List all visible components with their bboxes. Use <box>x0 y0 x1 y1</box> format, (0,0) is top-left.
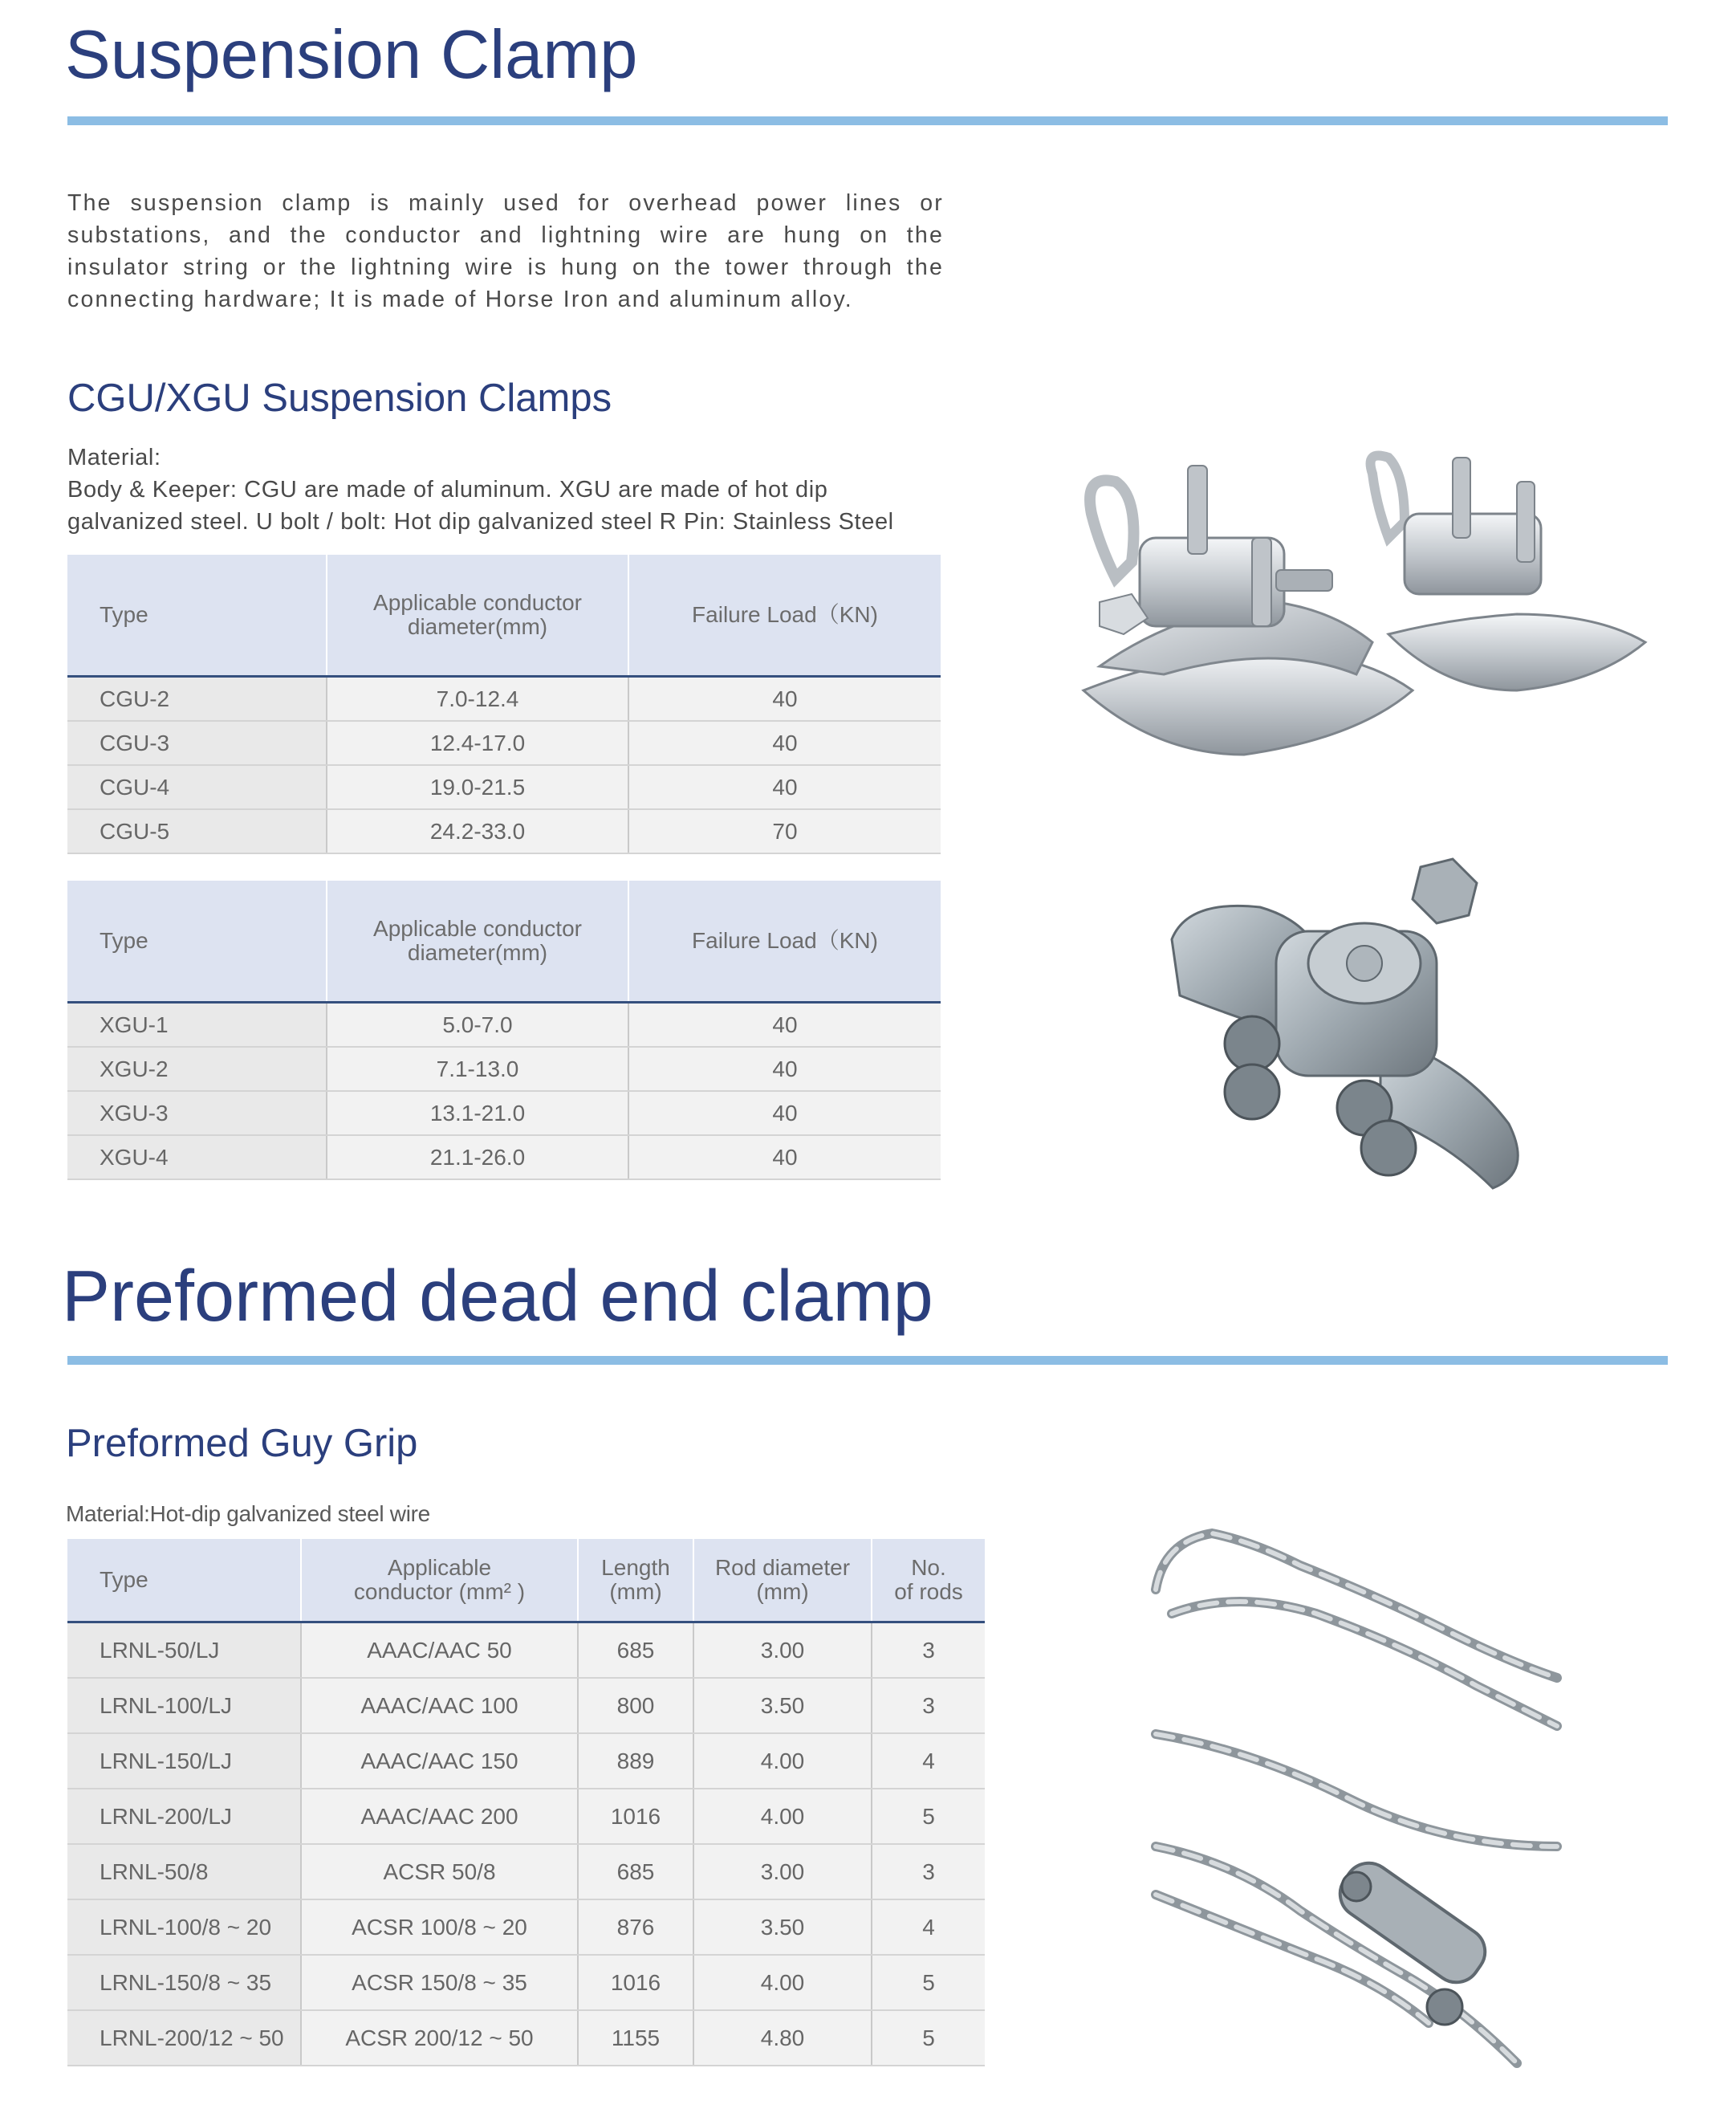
cell-type: XGU-3 <box>67 1091 327 1135</box>
header-line: Applicable <box>387 1555 492 1580</box>
header-type: Type <box>67 1539 301 1622</box>
cell-diameter: 5.0-7.0 <box>327 1003 628 1048</box>
table-row <box>67 1955 985 2010</box>
cell-type: XGU-4 <box>67 1135 327 1179</box>
header-rod-count <box>872 1539 985 1622</box>
title-divider <box>67 1356 1668 1365</box>
material-line: galvanized steel. U bolt / bolt: Hot dip galvanized steel R Pin: Stainless Steel <box>67 509 894 535</box>
page-title: Suspension Clamp <box>65 17 638 93</box>
cell-rod-diameter: 4.00 <box>693 1733 872 1789</box>
cell-load: 70 <box>628 809 941 853</box>
table-header-row <box>67 1539 985 1622</box>
cell-length: 1016 <box>578 1789 693 1844</box>
cell-load: 40 <box>628 677 941 722</box>
section-subtitle: CGU/XGU Suspension Clamps <box>67 377 612 420</box>
cell-type: LRNL-100/LJ <box>67 1678 301 1733</box>
material-line: Body & Keeper: CGU are made of aluminum. XGU are made of hot dip <box>67 477 828 503</box>
cell-rod-diameter: 4.00 <box>693 1789 872 1844</box>
cell-load: 40 <box>628 721 941 765</box>
table-row <box>67 2010 985 2066</box>
cell-rod-diameter: 3.00 <box>693 1622 872 1679</box>
header-line: (mm) <box>756 1579 809 1604</box>
cell-conductor: ACSR 50/8 <box>301 1844 578 1899</box>
title-divider <box>67 116 1668 125</box>
section-title: Preformed dead end clamp <box>62 1256 933 1337</box>
header-diameter-line: diameter(mm) <box>407 614 548 639</box>
cell-type: XGU-2 <box>67 1047 327 1091</box>
cell-rod-diameter: 3.50 <box>693 1899 872 1955</box>
cell-rod-diameter: 4.00 <box>693 1955 872 2010</box>
header-line: (mm) <box>609 1579 662 1604</box>
xgu-clamp-photo <box>1156 851 1581 1196</box>
cell-rod-count: 3 <box>872 1678 985 1733</box>
header-line: of rods <box>894 1579 963 1604</box>
section-subtitle: Preformed Guy Grip <box>66 1422 418 1465</box>
cell-type: CGU-4 <box>67 765 327 809</box>
header-line: Rod diameter <box>714 1555 851 1580</box>
header-diameter-line: Applicable conductor <box>373 916 582 941</box>
cell-diameter: 7.1-13.0 <box>327 1047 628 1091</box>
cell-load: 40 <box>628 765 941 809</box>
material-block <box>67 442 894 538</box>
header-failure-load: Failure Load（KN) <box>628 881 941 1003</box>
table-row <box>67 677 941 722</box>
cell-load: 40 <box>628 1003 941 1048</box>
cell-type: CGU-5 <box>67 809 327 853</box>
header-type: Type <box>67 555 327 677</box>
cell-rod-count: 3 <box>872 1622 985 1679</box>
header-failure-load: Failure Load（KN) <box>628 555 941 677</box>
clamp-small <box>1371 456 1646 691</box>
cell-rod-diameter: 4.80 <box>693 2010 872 2066</box>
xgu-spec-table <box>67 881 941 1180</box>
cell-length: 1155 <box>578 2010 693 2066</box>
cell-type: LRNL-200/LJ <box>67 1789 301 1844</box>
cell-conductor: AAAC/AAC 150 <box>301 1733 578 1789</box>
cell-load: 40 <box>628 1091 941 1135</box>
clamp-large <box>1083 466 1413 755</box>
header-line: Length <box>601 1555 670 1580</box>
cell-type: LRNL-150/LJ <box>67 1733 301 1789</box>
cell-rod-diameter: 3.00 <box>693 1844 872 1899</box>
table-header-row <box>67 881 941 1003</box>
cell-diameter: 12.4-17.0 <box>327 721 628 765</box>
material-line: Material:Hot-dip galvanized steel wire <box>66 1501 430 1526</box>
cell-load: 40 <box>628 1047 941 1091</box>
cell-length: 800 <box>578 1678 693 1733</box>
table-header-row <box>67 555 941 677</box>
table-row <box>67 1678 985 1733</box>
cell-rod-count: 5 <box>872 1955 985 2010</box>
cell-conductor: ACSR 150/8 ~ 35 <box>301 1955 578 2010</box>
guy-grip-photo <box>1140 1509 1573 2087</box>
cgu-clamp-photo <box>1067 450 1677 771</box>
cell-diameter: 24.2-33.0 <box>327 809 628 853</box>
table-row <box>67 1789 985 1844</box>
table-row <box>67 1622 985 1679</box>
cell-load: 40 <box>628 1135 941 1179</box>
helical-rods <box>1156 1533 1557 2063</box>
header-line: conductor (mm² ) <box>353 1579 526 1604</box>
cell-rod-count: 5 <box>872 1789 985 1844</box>
cell-type: CGU-3 <box>67 721 327 765</box>
cell-rod-count: 5 <box>872 2010 985 2066</box>
header-diameter <box>327 881 628 1003</box>
header-diameter-line: Applicable conductor <box>373 590 582 615</box>
cell-diameter: 7.0-12.4 <box>327 677 628 722</box>
header-type: Type <box>67 881 327 1003</box>
cell-length: 876 <box>578 1899 693 1955</box>
cgu-spec-table <box>67 555 941 854</box>
table-row <box>67 809 941 853</box>
shackle <box>1331 1854 1494 2025</box>
cell-type: LRNL-150/8 ~ 35 <box>67 1955 301 2010</box>
cell-length: 685 <box>578 1622 693 1679</box>
table-row <box>67 765 941 809</box>
cell-type: LRNL-200/12 ~ 50 <box>67 2010 301 2066</box>
cell-type: XGU-1 <box>67 1003 327 1048</box>
cell-conductor: ACSR 200/12 ~ 50 <box>301 2010 578 2066</box>
header-conductor <box>301 1539 578 1622</box>
table-row <box>67 721 941 765</box>
intro-paragraph: The suspension clamp is mainly used for overhead power lines or substations, and the conductor and lightning wire are hung on the insulator string or the lightning wire is hung on the tower through the connecting hardware; It is made of Horse Iron and aluminum alloy. <box>67 190 944 312</box>
cell-type: LRNL-50/LJ <box>67 1622 301 1679</box>
cell-conductor: AAAC/AAC 100 <box>301 1678 578 1733</box>
cell-conductor: AAAC/AAC 200 <box>301 1789 578 1844</box>
table-row <box>67 1135 941 1179</box>
cell-rod-count: 4 <box>872 1899 985 1955</box>
cell-conductor: AAAC/AAC 50 <box>301 1622 578 1679</box>
header-length <box>578 1539 693 1622</box>
cell-length: 889 <box>578 1733 693 1789</box>
cell-length: 685 <box>578 1844 693 1899</box>
table-row <box>67 1003 941 1048</box>
cell-type: LRNL-100/8 ~ 20 <box>67 1899 301 1955</box>
header-diameter-line: diameter(mm) <box>407 940 548 965</box>
cell-diameter: 21.1-26.0 <box>327 1135 628 1179</box>
table-row <box>67 1899 985 1955</box>
table-row <box>67 1047 941 1091</box>
table-row <box>67 1733 985 1789</box>
table-row <box>67 1844 985 1899</box>
cell-conductor: ACSR 100/8 ~ 20 <box>301 1899 578 1955</box>
cell-type: CGU-2 <box>67 677 327 722</box>
material-label: Material: <box>67 445 161 470</box>
cell-rod-count: 4 <box>872 1733 985 1789</box>
cell-length: 1016 <box>578 1955 693 2010</box>
cell-type: LRNL-50/8 <box>67 1844 301 1899</box>
guy-grip-spec-table <box>67 1539 985 2066</box>
cell-rod-diameter: 3.50 <box>693 1678 872 1733</box>
table-row <box>67 1091 941 1135</box>
cell-rod-count: 3 <box>872 1844 985 1899</box>
cell-diameter: 19.0-21.5 <box>327 765 628 809</box>
cell-diameter: 13.1-21.0 <box>327 1091 628 1135</box>
header-line: No. <box>911 1555 946 1580</box>
header-diameter <box>327 555 628 677</box>
header-rod-diameter <box>693 1539 872 1622</box>
